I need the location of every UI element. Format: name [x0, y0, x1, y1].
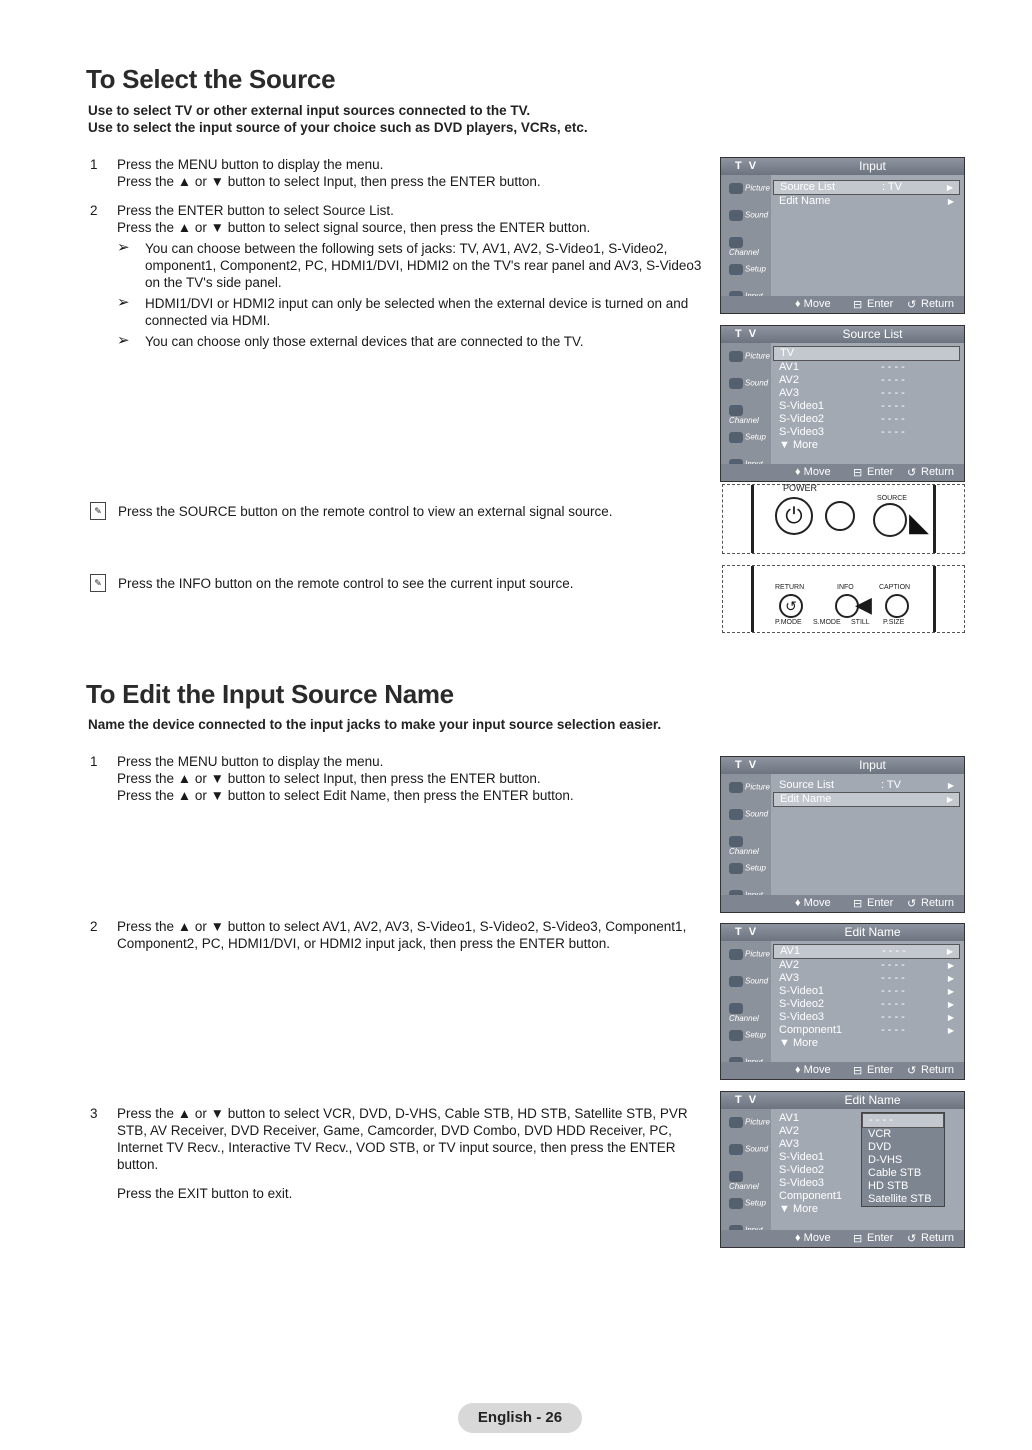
osd-input-menu-edit: T V Input Picture Sound Channel Setup Source List : TV ▶ Edit Name ▶ ♦ Move ⊟ Enter ↺ Return [720, 756, 965, 913]
sound-icon: Sound [721, 801, 771, 828]
osd-row-source-list[interactable]: Source List : TV ▶ [773, 180, 960, 195]
osd-footer: ♦ Move ⊟ Enter ↺ Return [721, 296, 964, 313]
osd-row-edit-name[interactable]: Edit Name ▶ [773, 792, 960, 807]
info-label: INFO [837, 584, 854, 591]
still-label: STILL [851, 619, 870, 626]
step-2-edit-name [90, 918, 702, 952]
page-footer: English - 26 [458, 1403, 582, 1433]
note-arrow-icon: ➢ [117, 294, 130, 311]
picture-icon: Picture [721, 941, 771, 968]
setup-icon: Setup [721, 1022, 771, 1049]
picture-icon: Picture [721, 774, 771, 801]
smode-label: S.MODE [813, 619, 841, 626]
step-number: 2 [90, 203, 98, 218]
osd-row-more[interactable]: ▼ More [779, 1203, 819, 1215]
channel-icon: Channel [721, 397, 771, 424]
note-text: HDMI1/DVI or HDMI2 input can only be selected when the external device is turned on and connected via HDMI. [145, 296, 689, 328]
osd-edit-name-menu: T V Edit Name Picture Sound Channel Setup AV1 - - - - ▶ AV2 - - - - ▶ AV3 - - - - ▶ S-Video1 - - - - ▶ S-Video2 - - - - ▶ S-Video3 - - - - ▶ Component1 - - - - ▶ ▼ More ♦ Move ⊟ Enter ↺ Return [720, 923, 965, 1080]
step-number: 3 [90, 1106, 98, 1121]
step-text: Press the ▲ or ▼ button to select signal source, then press the ENTER button. [117, 220, 591, 235]
step-2-select-source [90, 202, 707, 350]
tv-button-icon [825, 501, 855, 531]
osd-input-menu [720, 157, 965, 314]
osd-row[interactable]: AV2 [779, 1125, 799, 1137]
section-subtitle: Name the device connected to the input jacks to make your input source selection easier. [88, 717, 662, 732]
osd-row[interactable]: Component1 - - - - ▶ [779, 1024, 954, 1036]
note-arrow-icon: ➢ [117, 332, 130, 349]
osd-row[interactable]: S-Video2 [779, 1164, 825, 1176]
memo-icon: ✎ [90, 502, 106, 520]
step-1-edit-name [90, 753, 707, 804]
osd-row-edit-name[interactable]: Edit Name ▶ [779, 195, 954, 207]
dropdown-option[interactable]: VCR [868, 1128, 892, 1140]
channel-icon: Channel [721, 995, 771, 1022]
osd-row-more[interactable]: ▼ More [779, 1037, 819, 1049]
psize-label: P.SIZE [883, 619, 905, 626]
dropdown-option[interactable]: Cable STB [868, 1167, 922, 1179]
note-text: You can choose between the following sets of jacks: TV, AV1, AV2, S-Video1, S-Video2, omponent1, Component2, PC, HDMI1/DVI, HDMI2 on the TV's rear panel and AV3, S-Video3 on the TV's side panel. [145, 241, 702, 290]
step-text: Press the ▲ or ▼ button to select Input, then press the ENTER button. [117, 771, 541, 786]
section-subtitle-2: Use to select the input source of your choice such as DVD players, VCRs, etc. [88, 120, 588, 135]
osd-row[interactable]: Component1 [779, 1190, 842, 1202]
pointer-arrow-icon: ◀ [855, 592, 872, 617]
picture-icon: Picture [721, 1109, 771, 1136]
return-label: RETURN [775, 584, 805, 591]
source-button-icon [873, 503, 907, 537]
dropdown-option[interactable]: HD STB [868, 1180, 909, 1192]
sound-icon: Sound [721, 370, 771, 397]
note-text: You can choose only those external devices that are connected to the TV. [145, 334, 584, 349]
osd-row[interactable]: S-Video3 [779, 1177, 825, 1189]
sound-icon: Sound [721, 968, 771, 995]
pmode-label: P.MODE [775, 619, 802, 626]
osd-title: Input [859, 159, 886, 173]
osd-row[interactable]: S-Video1 [779, 1151, 825, 1163]
osd-row[interactable]: AV1 [779, 1112, 799, 1124]
step-text: Press the ▲ or ▼ button to select VCR, DVD, D-VHS, Cable STB, HD STB, Satellite STB, PVR STB, AV Receiver, DVD Receiver, Game, Camcorder, DVD Combo, DVD HDD Receiver, PC, Internet TV Recv., Interactive TV Recv., VOD STB, or TV input source, then press the ENTER button. [117, 1106, 688, 1172]
osd-row[interactable]: AV2 - - - - [779, 374, 905, 386]
step-text: Press the EXIT button to exit. [117, 1186, 293, 1201]
caption-label: CAPTION [879, 584, 911, 591]
remote-source-illustration [722, 484, 965, 554]
section-subtitle-1: Use to select TV or other external input sources connected to the TV. [88, 103, 531, 118]
dropdown-option[interactable]: D-VHS [868, 1154, 903, 1166]
memo-text: Press the INFO button on the remote control to see the current input source. [118, 576, 574, 591]
channel-icon: Channel [721, 229, 771, 256]
dropdown-option[interactable]: DVD [868, 1141, 892, 1153]
caption-button-icon [885, 594, 909, 618]
channel-icon: Channel [721, 1163, 771, 1190]
step-text: Press the ▲ or ▼ button to select AV1, AV2, AV3, S-Video1, S-Video2, S-Video3, Component1, Component2, PC, HDMI1/DVI, or HDMI2 input jack, then press the ENTER button. [117, 919, 687, 951]
osd-source-list-menu: T V Source List Picture Sound Channel Setup TV AV1 - - - - AV2 - - - - AV3 - - - - S-Video1 - - - - S-Video2 - - - - S-Video3 - - - - ▼ More ♦ Move ⊟ Enter ↺ Return [720, 325, 965, 482]
osd-row[interactable]: S-Video2 - - - - [779, 413, 905, 425]
memo-source-button [90, 503, 613, 520]
note [117, 295, 707, 329]
pointer-arrow-icon: ◣ [909, 507, 929, 537]
osd-row[interactable]: TV [773, 346, 960, 361]
osd-dropdown[interactable] [861, 1112, 945, 1207]
remote-info-illustration [722, 565, 965, 633]
channel-icon: Channel [721, 828, 771, 855]
step-text: Press the ENTER button to select Source List. [117, 203, 394, 218]
osd-row[interactable]: AV1 - - - - ▶ [773, 944, 960, 959]
picture-icon: Picture [721, 343, 771, 370]
step-text: Press the MENU button to display the menu. [117, 754, 384, 769]
osd-row[interactable]: AV1 - - - - [779, 361, 905, 373]
dropdown-option[interactable]: - - - - [862, 1113, 944, 1128]
setup-icon: Setup [721, 1190, 771, 1217]
step-number: 1 [90, 754, 98, 769]
sound-icon: Sound [721, 202, 771, 229]
memo-info-button [90, 575, 574, 592]
osd-row[interactable]: AV2 - - - - ▶ [779, 959, 954, 971]
step-number: 2 [90, 919, 98, 934]
osd-tv-label: T V [735, 160, 759, 172]
step-text: Press the ▲ or ▼ button to select Edit Name, then press the ENTER button. [117, 788, 574, 803]
power-label: POWER [783, 483, 818, 493]
osd-row-source-list[interactable]: Source List : TV ▶ [779, 779, 954, 791]
memo-icon: ✎ [90, 574, 106, 592]
step-text: Press the MENU button to display the menu. [117, 157, 384, 172]
section-title-select-source: To Select the Source [86, 64, 336, 94]
step-3-edit-name [90, 1105, 702, 1202]
osd-row[interactable]: AV3 - - - - [779, 387, 905, 399]
osd-edit-name-dropdown-menu: T V Edit Name Picture Sound Channel Setup AV1 AV2 AV3 S-Video1 S-Video2 S-Video3 Component1 ▼ More - - - - VCR DVD D-VHS Cable STB HD STB Satellite STB ♦ Move ⊟ Enter ↺ Return [720, 1091, 965, 1248]
dropdown-option[interactable]: Satellite STB [868, 1193, 932, 1205]
note [117, 333, 707, 350]
step-text: Press the ▲ or ▼ button to select Input, then press the ENTER button. [117, 174, 541, 189]
setup-icon: Setup [721, 256, 771, 283]
step-1-select-source [90, 156, 707, 190]
power-button-icon: ⏻ [775, 497, 813, 535]
return-button-icon: ↺ [779, 594, 803, 618]
picture-icon: Picture [721, 175, 771, 202]
osd-row[interactable]: S-Video3 - - - - ▶ [779, 1011, 954, 1023]
section-title-edit-name: To Edit the Input Source Name [86, 679, 454, 709]
osd-side-icons [721, 175, 771, 296]
sound-icon: Sound [721, 1136, 771, 1163]
osd-row[interactable]: S-Video2 - - - - ▶ [779, 998, 954, 1010]
osd-row-more[interactable]: ▼ More [779, 439, 819, 451]
osd-row[interactable]: S-Video1 - - - - [779, 400, 905, 412]
setup-icon: Setup [721, 424, 771, 451]
step-number: 1 [90, 157, 98, 172]
osd-title-bar [721, 158, 964, 175]
note [117, 240, 707, 291]
memo-text: Press the SOURCE button on the remote control to view an external signal source. [118, 504, 613, 519]
source-label: SOURCE [877, 495, 907, 502]
osd-row[interactable]: AV3 [779, 1138, 799, 1150]
setup-icon: Setup [721, 855, 771, 882]
osd-row[interactable]: AV3 - - - - ▶ [779, 972, 954, 984]
note-arrow-icon: ➢ [117, 239, 130, 256]
osd-row[interactable]: S-Video3 - - - - [779, 426, 905, 438]
osd-row[interactable]: S-Video1 - - - - ▶ [779, 985, 954, 997]
